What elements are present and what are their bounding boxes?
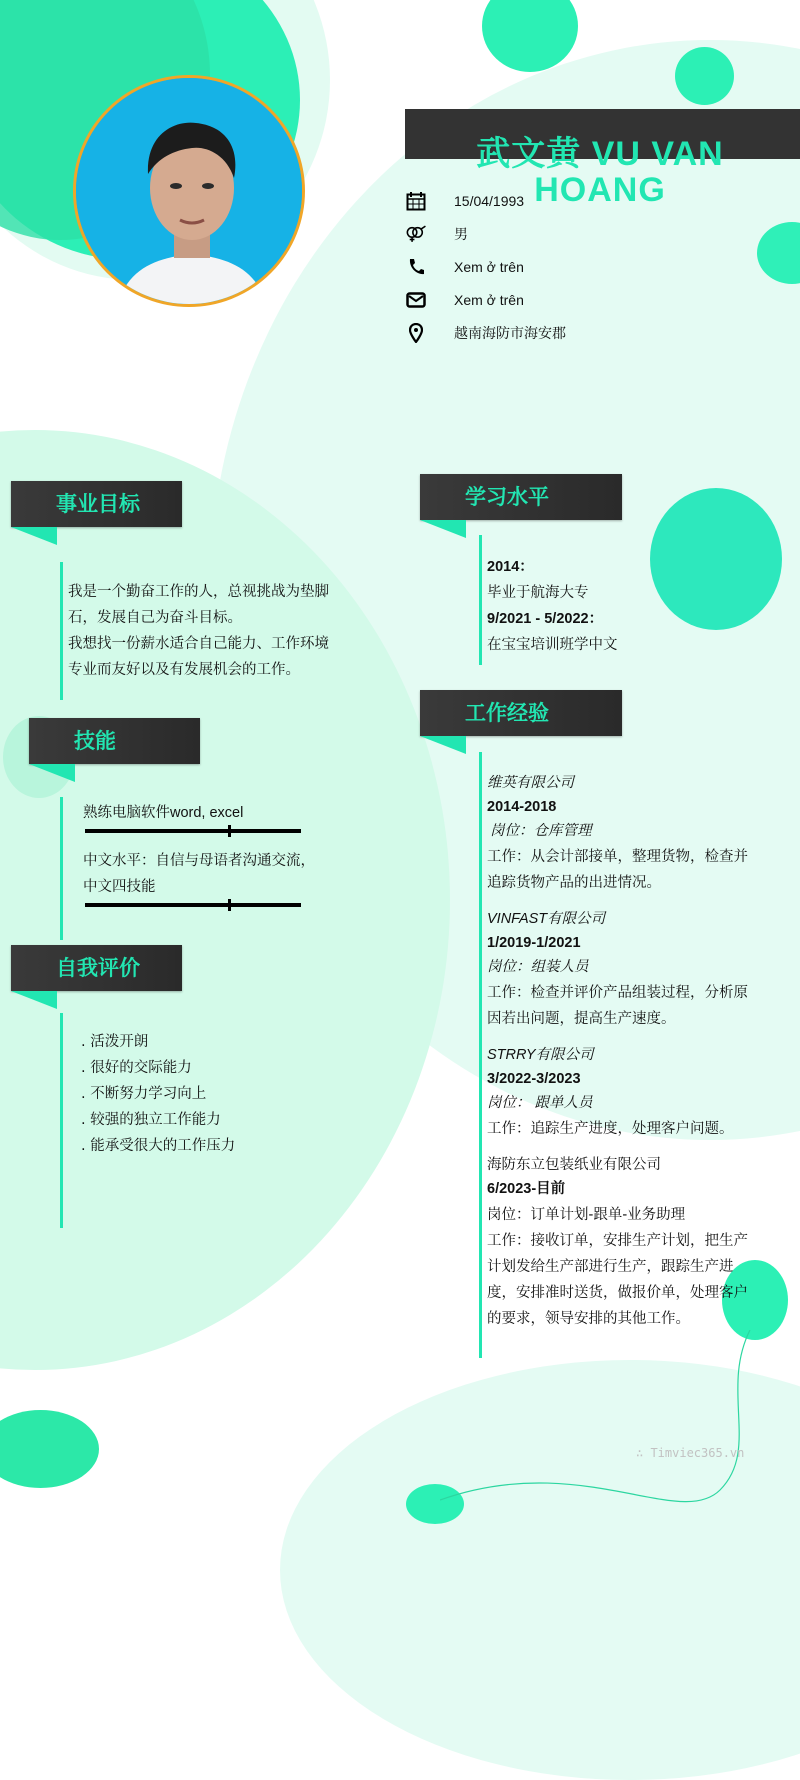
job-position: 岗位：订单计划-跟单-业务助理 [487, 1207, 686, 1223]
job-desc-line: 度，安排准时送货，做报价单，处理客户 [487, 1285, 748, 1301]
address-value: 越南海防市海安郡 [454, 325, 566, 341]
career-goal-line-3: 我想找一份薪水适合自己能力、工作环境 [68, 636, 329, 652]
info-phone [405, 255, 524, 279]
self-eval-line [60, 1013, 63, 1228]
career-goal-line-1: 我是一个勤奋工作的人，总视挑战为垫脚 [68, 584, 329, 600]
job-position: 岗位：仓库管理 [490, 823, 592, 839]
self-eval-item: . 活泼开朗 [81, 1034, 149, 1050]
job-company: STRRY有限公司 [487, 1047, 594, 1063]
skill-2-level-marker [228, 899, 231, 911]
birthday-value: 15/04/1993 [454, 193, 525, 209]
career-goal-text [68, 579, 368, 683]
career-goal-title: 事业目标 [56, 492, 140, 516]
skills-fold [29, 764, 75, 782]
skill-item-1 [83, 800, 363, 826]
self-eval-fold [11, 991, 57, 1009]
section-header-experience [420, 690, 622, 736]
map-pin-icon [405, 322, 427, 344]
section-header-skills [29, 718, 200, 764]
career-goal-line [60, 562, 63, 700]
job-desc-line: 因若出问题，提高生产速度。 [487, 1011, 676, 1027]
job-period: 6/2023-目前 [487, 1181, 566, 1197]
skill-2-level-bar [85, 903, 301, 907]
education-desc: 在宝宝培训班学中文 [487, 637, 618, 653]
skill-1-level-bar [85, 829, 301, 833]
job-period: 2014-2018 [487, 799, 557, 815]
envelope-icon [405, 289, 427, 311]
job-company: 海防东立包装纸业有限公司 [487, 1157, 661, 1173]
job-desc-line: 的要求，领导安排的其他工作。 [487, 1311, 690, 1327]
experience-title: 工作经验 [465, 701, 549, 725]
job-company: 维英有限公司 [487, 775, 574, 791]
self-eval-item: . 能承受很大的工作压力 [81, 1138, 236, 1154]
section-header-education [420, 474, 622, 520]
skill-2-text-line-1: 中文水平：自信与母语者沟通交流， [83, 853, 315, 869]
calendar-icon [405, 190, 427, 212]
job-entry-2 [487, 906, 777, 1032]
info-birthday [405, 189, 525, 213]
decorative-curve [440, 1330, 760, 1520]
education-list [487, 554, 777, 658]
section-header-career-goal [11, 481, 182, 527]
skill-1-text: 熟练电脑软件word, excel [83, 805, 244, 821]
job-desc-line: 计划发给生产部进行生产，跟踪生产进 [487, 1259, 734, 1275]
job-entry-3 [487, 1042, 777, 1142]
job-position: 岗位： 跟单人员 [487, 1095, 593, 1111]
job-position: 岗位：组装人员 [487, 959, 589, 975]
education-title: 学习水平 [465, 485, 549, 509]
experience-line [479, 752, 482, 1358]
career-goal-line-4: 专业而友好以及有发展机会的工作。 [68, 662, 300, 678]
phone-value: Xem ở trên [454, 259, 524, 275]
self-eval-title: 自我评价 [56, 956, 140, 980]
gender-value: 男 [454, 226, 468, 242]
education-line [479, 535, 482, 665]
job-period: 3/2022-3/2023 [487, 1071, 581, 1087]
name-line-1: 武文黄 VU VAN [476, 135, 724, 173]
watermark: ∴ Timviec365.vn [636, 1446, 745, 1460]
info-address [405, 321, 566, 345]
job-company: VINFAST有限公司 [487, 911, 606, 927]
self-eval-item: . 不断努力学习向上 [81, 1086, 207, 1102]
phone-icon [405, 256, 427, 278]
education-desc: 毕业于航海大专 [487, 585, 589, 601]
education-fold [420, 520, 466, 538]
section-header-self-eval [11, 945, 182, 991]
self-eval-item: . 很好的交际能力 [81, 1060, 192, 1076]
gender-icon [405, 223, 427, 245]
self-eval-list [81, 1029, 341, 1159]
self-eval-item: . 较强的独立工作能力 [81, 1112, 221, 1128]
skills-title: 技能 [74, 729, 116, 753]
profile-photo [73, 75, 305, 307]
job-desc-line: 工作：追踪生产进度，处理客户问题。 [487, 1121, 734, 1137]
career-goal-line-2: 石，发展自己为奋斗目标。 [68, 610, 242, 626]
job-desc-line: 工作：接收订单，安排生产计划，把生产 [487, 1233, 748, 1249]
skill-item-2 [83, 848, 363, 900]
job-desc-line: 工作：检查并评价产品组装过程，分析原 [487, 985, 748, 1001]
info-email [405, 288, 524, 312]
email-value: Xem ở trên [454, 292, 524, 308]
education-date: 2014： [487, 559, 534, 575]
skills-line [60, 797, 63, 940]
job-entry-4 [487, 1152, 777, 1332]
info-gender [405, 222, 468, 246]
job-entry-1 [487, 770, 777, 896]
career-goal-fold [11, 527, 57, 545]
skill-2-text-line-2: 中文四技能 [83, 879, 156, 895]
experience-fold [420, 736, 466, 754]
job-desc-line: 工作：从会计部接单，整理货物，检查并 [487, 849, 748, 865]
skill-1-level-marker [228, 825, 231, 837]
job-desc-line: 追踪货物产品的出进情况。 [487, 875, 661, 891]
name-line-2: HOANG [534, 171, 666, 209]
job-period: 1/2019-1/2021 [487, 935, 581, 951]
education-date: 9/2021 - 5/2022： [487, 611, 604, 627]
